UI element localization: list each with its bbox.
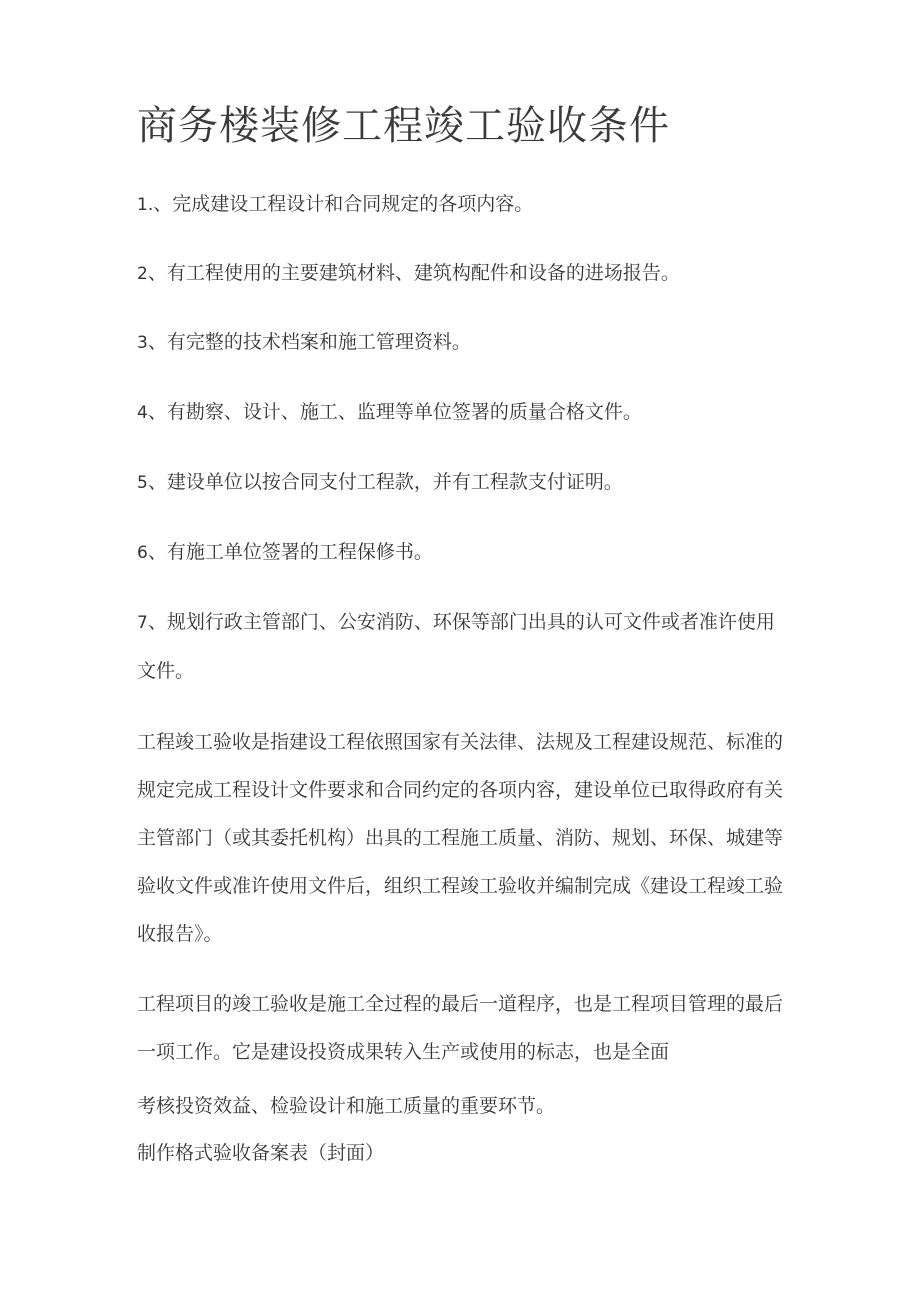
document-title: 商务楼装修工程竣工验收条件 [137,103,670,149]
paragraph-continuation: 考核投资效益、检验设计和施工质量的重要环节。 [137,1095,556,1117]
list-item [137,458,787,507]
list-item-number: 5 [137,473,148,493]
list-item-number: 1. [137,195,154,215]
list-item [137,249,787,298]
list-item [137,318,787,367]
list-item-text: 、有勘察、设计、施工、监理等单位签署的质量合格文件。 [147,401,642,423]
list-item-text: 、完成建设工程设计和合同规定的各项内容。 [153,193,534,215]
list-item-text: 、有完整的技术档案和施工管理资料。 [147,331,471,353]
list-item-text: 、有施工单位签署的工程保修书。 [147,541,433,563]
list-item-number: 4 [137,403,148,423]
list-item-text: 、建设单位以按合同支付工程款，并有工程款支付证明。 [147,471,623,493]
list-item-number: 3 [137,333,148,353]
list-item-number: 6 [137,543,148,563]
paragraph-significance: 工程项目的竣工验收是施工全过程的最后一道程序，也是工程项目管理的最后一项工作。它是建设投资成果转入生产或使用的标志，也是全面 [137,993,784,1063]
list-item [137,598,787,695]
list-item [137,528,787,577]
form-heading: 制作格式验收备案表（封面） [137,1142,385,1164]
list-item [137,388,787,437]
list-item [137,180,787,229]
list-item-text: 、有工程使用的主要建筑材料、建筑构配件和设备的进场报告。 [147,262,680,284]
list-item-number: 7 [137,613,148,633]
paragraph-definition: 工程竣工验收是指建设工程依照国家有关法律、法规及工程建设规范、标准的规定完成工程设计文件要求和合同约定的各项内容，建设单位已取得政府有关主管部门（或其委托机构）出具的工程施工质量、消防、规划、环保、城建等验收文件或准许使用文件后，组织工程竣工验收并编制完成《建设工程竣工验收报告》。 [137,731,784,945]
list-item-text: 、规划行政主管部门、公安消防、环保等部门出具的认可文件或者准许使用文件。 [137,611,775,682]
list-item-number: 2 [137,264,148,284]
